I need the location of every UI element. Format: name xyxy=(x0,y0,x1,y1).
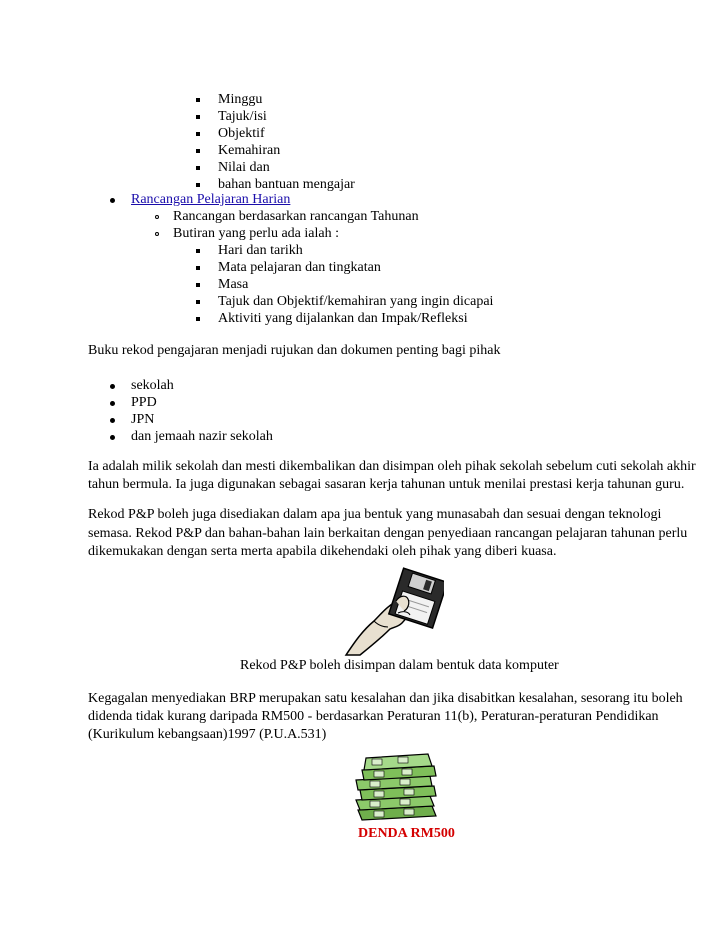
square-bullet-icon xyxy=(196,266,200,270)
disc-bullet-icon xyxy=(110,435,115,440)
square-bullet-icon xyxy=(196,115,200,119)
square-bullet-icon xyxy=(196,149,200,153)
paragraph-line: tahun bermula. Ia juga digunakan sebagai sasaran kerja tahunan untuk menilai prestasi kerja tahunan guru. xyxy=(88,477,685,492)
paragraph-line: Ia adalah milik sekolah dan mesti dikembalikan dan disimpan oleh pihak sekolah sebelum cuti sekolah akhir xyxy=(88,459,696,474)
list-item: JPN xyxy=(131,412,155,427)
paragraph: Buku rekod pengajaran menjadi rujukan dan dokumen penting bagi pihak xyxy=(88,343,501,358)
circle-bullet-icon xyxy=(155,215,159,219)
paragraph-line: didenda tidak kurang daripada RM500 - berdasarkan Peraturan 11(b), Peraturan-peraturan Pendidikan xyxy=(88,709,659,724)
square-bullet-icon xyxy=(196,183,200,187)
list-item: Mata pelajaran dan tingkatan xyxy=(218,260,381,275)
circle-bullet-icon xyxy=(155,232,159,236)
disc-bullet-icon xyxy=(110,384,115,389)
square-bullet-icon xyxy=(196,317,200,321)
paragraph-line: (Kurikulum kebangsaan)1997 (P.U.A.531) xyxy=(88,727,327,742)
rph-link[interactable]: Rancangan Pelajaran Harian xyxy=(131,192,291,207)
list-item: Rancangan berdasarkan rancangan Tahunan xyxy=(173,209,419,224)
square-bullet-icon xyxy=(196,300,200,304)
list-item: Minggu xyxy=(218,92,263,107)
list-item: Nilai dan xyxy=(218,160,270,175)
list-item: Butiran yang perlu ada ialah : xyxy=(173,226,339,241)
money-stack-icon xyxy=(352,752,442,822)
list-item: Aktiviti yang dijalankan dan Impak/Refleksi xyxy=(218,311,468,326)
hand-floppy-disk-icon xyxy=(344,565,444,657)
square-bullet-icon xyxy=(196,166,200,170)
square-bullet-icon xyxy=(196,98,200,102)
paragraph-line: semasa. Rekod P&P dan bahan-bahan lain berkaitan dengan penyediaan rancangan pelajaran tahunan perlu xyxy=(88,526,688,541)
list-item: Objektif xyxy=(218,126,265,141)
list-item: sekolah xyxy=(131,378,174,393)
list-item: dan jemaah nazir sekolah xyxy=(131,429,273,444)
list-item: Masa xyxy=(218,277,249,292)
disc-bullet-icon xyxy=(110,198,115,203)
list-item: bahan bantuan mengajar xyxy=(218,177,355,192)
paragraph-line: Rekod P&P boleh juga disediakan dalam apa jua bentuk yang munasabah dan sesuai dengan teknologi xyxy=(88,507,662,522)
fine-caption: DENDA RM500 xyxy=(358,826,455,841)
square-bullet-icon xyxy=(196,249,200,253)
list-item: Tajuk dan Objektif/kemahiran yang ingin dicapai xyxy=(218,294,494,309)
list-item: PPD xyxy=(131,395,157,410)
image-caption: Rekod P&P boleh disimpan dalam bentuk data komputer xyxy=(240,658,559,673)
square-bullet-icon xyxy=(196,132,200,136)
paragraph-line: Kegagalan menyediakan BRP merupakan satu kesalahan dan jika disabitkan kesalahan, sesorang itu boleh xyxy=(88,691,683,706)
disc-bullet-icon xyxy=(110,418,115,423)
square-bullet-icon xyxy=(196,283,200,287)
paragraph-line: dikemukakan dengan serta merta apabila dikehendaki oleh pihak yang diberi kuasa. xyxy=(88,544,557,559)
list-item: Hari dan tarikh xyxy=(218,243,303,258)
disc-bullet-icon xyxy=(110,401,115,406)
list-item: Kemahiran xyxy=(218,143,281,158)
list-item: Tajuk/isi xyxy=(218,109,267,124)
